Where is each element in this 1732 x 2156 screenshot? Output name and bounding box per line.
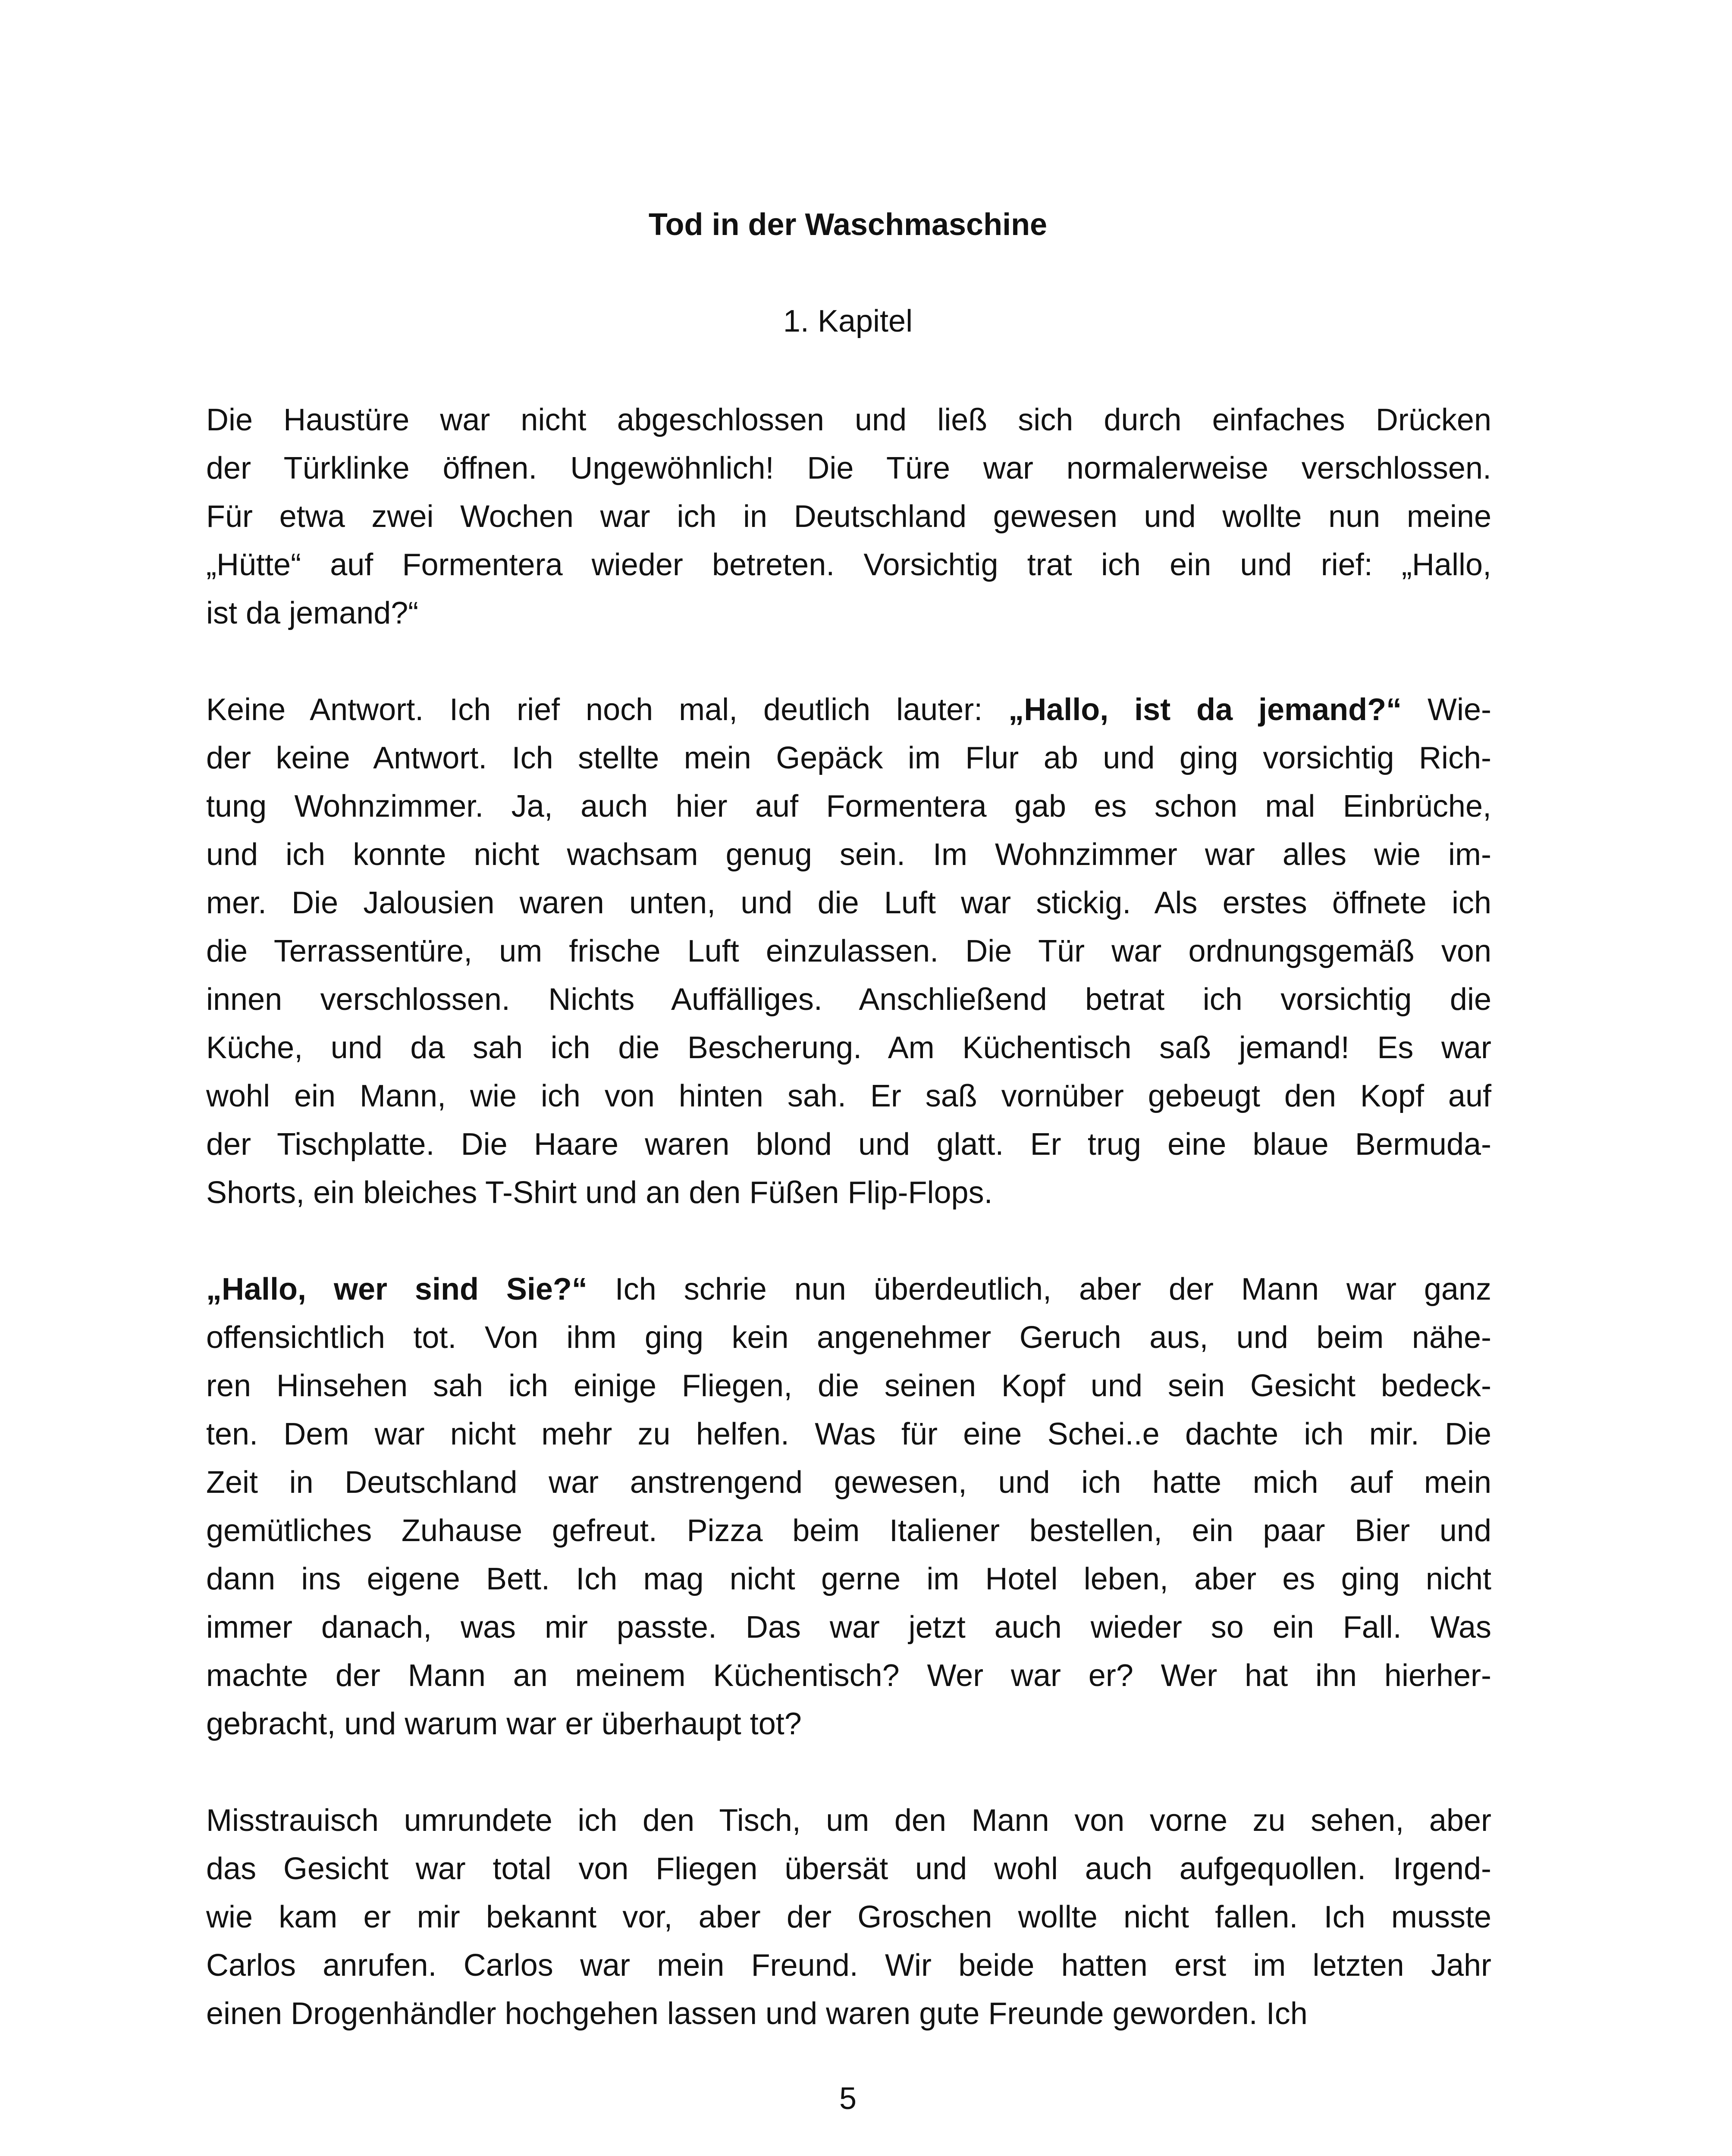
text-line [206, 1072, 1491, 1120]
text-line [206, 1120, 1491, 1169]
text-segment: mer. Die Jalousien waren unten, und die Luft war stickig. Als erstes öffnete ich [206, 886, 1491, 920]
chapter-heading: 1. Kapitel [783, 304, 913, 338]
text-segment: Die Haustüre war nicht abgeschlossen und ließ sich durch einfaches Drücken [206, 403, 1491, 437]
text-segment: „Hütte“ auf Formentera wieder betreten. Vorsichtig trat ich ein und rief: „Hallo, [206, 548, 1491, 582]
text-segment: innen verschlossen. Nichts Auffälliges. Anschließend betrat ich vorsichtig die [206, 982, 1491, 1017]
text-line [206, 1265, 1491, 1313]
text-segment: dann ins eigene Bett. Ich mag nicht gerne im Hotel leben, aber es ging nicht [206, 1562, 1491, 1596]
text-line [206, 396, 1491, 444]
text-segment: Ich schrie nun überdeutlich, aber der Mann war ganz [587, 1272, 1491, 1307]
text-line [206, 1410, 1491, 1458]
page-title: Tod in der Waschmaschine [648, 207, 1048, 242]
text-line [206, 1169, 1491, 1217]
text-line [206, 492, 1491, 541]
text-segment: Carlos anrufen. Carlos war mein Freund. Wir beide hatten erst im letzten Jahr [206, 1948, 1491, 1983]
text-segment: ten. Dem war nicht mehr zu helfen. Was für eine Schei..e dachte ich mir. Die [206, 1417, 1491, 1451]
text-line [206, 1845, 1491, 1893]
paragraph [206, 1796, 1491, 2038]
text-line [206, 1700, 1491, 1748]
text-line [206, 782, 1491, 830]
text-segment: das Gesicht war total von Fliegen übersät und wohl auch aufgequollen. Irgend- [206, 1852, 1491, 1886]
text-line [206, 975, 1491, 1024]
text-segment: ist da jemand?“ [206, 596, 419, 630]
text-line [206, 1796, 1491, 1845]
text-segment: die Terrassentüre, um frische Luft einzulassen. Die Tür war ordnungsgemäß von [206, 934, 1491, 968]
text-segment: gemütliches Zuhause gefreut. Pizza beim Italiener bestellen, ein paar Bier und [206, 1514, 1491, 1548]
text-line [206, 1990, 1491, 2038]
text-line [206, 734, 1491, 782]
text-line [206, 927, 1491, 975]
text-segment: Für etwa zwei Wochen war ich in Deutschland gewesen und wollte nun meine [206, 499, 1491, 534]
text-segment: der Tischplatte. Die Haare waren blond und glatt. Er trug eine blaue Bermuda- [206, 1127, 1491, 1162]
text-segment: der keine Antwort. Ich stellte mein Gepäck im Flur ab und ging vorsichtig Rich- [206, 741, 1491, 775]
paragraph [206, 396, 1491, 637]
text-line [206, 1024, 1491, 1072]
text-line [206, 1458, 1491, 1507]
text-line [206, 1603, 1491, 1651]
text-segment: und ich konnte nicht wachsam genug sein. Im Wohnzimmer war alles wie im- [206, 837, 1491, 872]
text-segment: der Türklinke öffnen. Ungewöhnlich! Die Türe war normalerweise verschlossen. [206, 451, 1491, 486]
text-line [206, 1651, 1491, 1700]
text-segment: wie kam er mir bekannt vor, aber der Groschen wollte nicht fallen. Ich musste [206, 1900, 1491, 1934]
text-segment: offensichtlich tot. Von ihm ging kein angenehmer Geruch aus, und beim nähe- [206, 1320, 1491, 1355]
text-line [206, 879, 1491, 927]
text-segment: gebracht, und warum war er überhaupt tot? [206, 1707, 802, 1741]
text-segment: einen Drogenhändler hochgehen lassen und waren gute Freunde geworden. Ich [206, 1996, 1308, 2031]
text-line [206, 1941, 1491, 1990]
text-segment: Keine Antwort. Ich rief noch mal, deutlich lauter: [206, 693, 1009, 727]
text-segment: Misstrauisch umrundete ich den Tisch, um den Mann von vorne zu sehen, aber [206, 1803, 1491, 1838]
text-segment: Zeit in Deutschland war anstrengend gewesen, und ich hatte mich auf mein [206, 1465, 1491, 1500]
paragraph [206, 686, 1491, 1217]
paragraph [206, 1265, 1491, 1748]
text-line [206, 1893, 1491, 1941]
text-segment: Wie- [1402, 693, 1492, 727]
text-segment: Shorts, ein bleiches T-Shirt und an den Füßen Flip-Flops. [206, 1175, 993, 1210]
text-line [206, 830, 1491, 879]
text-segment: Küche, und da sah ich die Bescherung. Am Küchentisch saß jemand! Es war [206, 1031, 1491, 1065]
text-segment: tung Wohnzimmer. Ja, auch hier auf Formentera gab es schon mal Einbrüche, [206, 789, 1491, 824]
text-line [206, 1555, 1491, 1603]
text-segment: wohl ein Mann, wie ich von hinten sah. Er saß vornüber gebeugt den Kopf auf [206, 1079, 1491, 1113]
body-text [206, 396, 1491, 2086]
text-line [206, 1507, 1491, 1555]
text-segment: immer danach, was mir passte. Das war jetzt auch wieder so ein Fall. Was [206, 1610, 1491, 1645]
text-line [206, 541, 1491, 589]
text-line [206, 1313, 1491, 1362]
text-line [206, 589, 1491, 637]
text-segment: machte der Mann an meinem Küchentisch? Wer war er? Wer hat ihn hierher- [206, 1658, 1491, 1693]
text-line [206, 686, 1491, 734]
text-segment: ren Hinsehen sah ich einige Fliegen, die seinen Kopf und sein Gesicht bedeck- [206, 1369, 1491, 1403]
emphasized-speech: „Hallo, wer sind Sie?“ [206, 1272, 587, 1307]
page-number: 5 [839, 2081, 857, 2116]
text-line [206, 1362, 1491, 1410]
emphasized-speech: „Hallo, ist da jemand?“ [1008, 693, 1402, 727]
text-line [206, 444, 1491, 492]
